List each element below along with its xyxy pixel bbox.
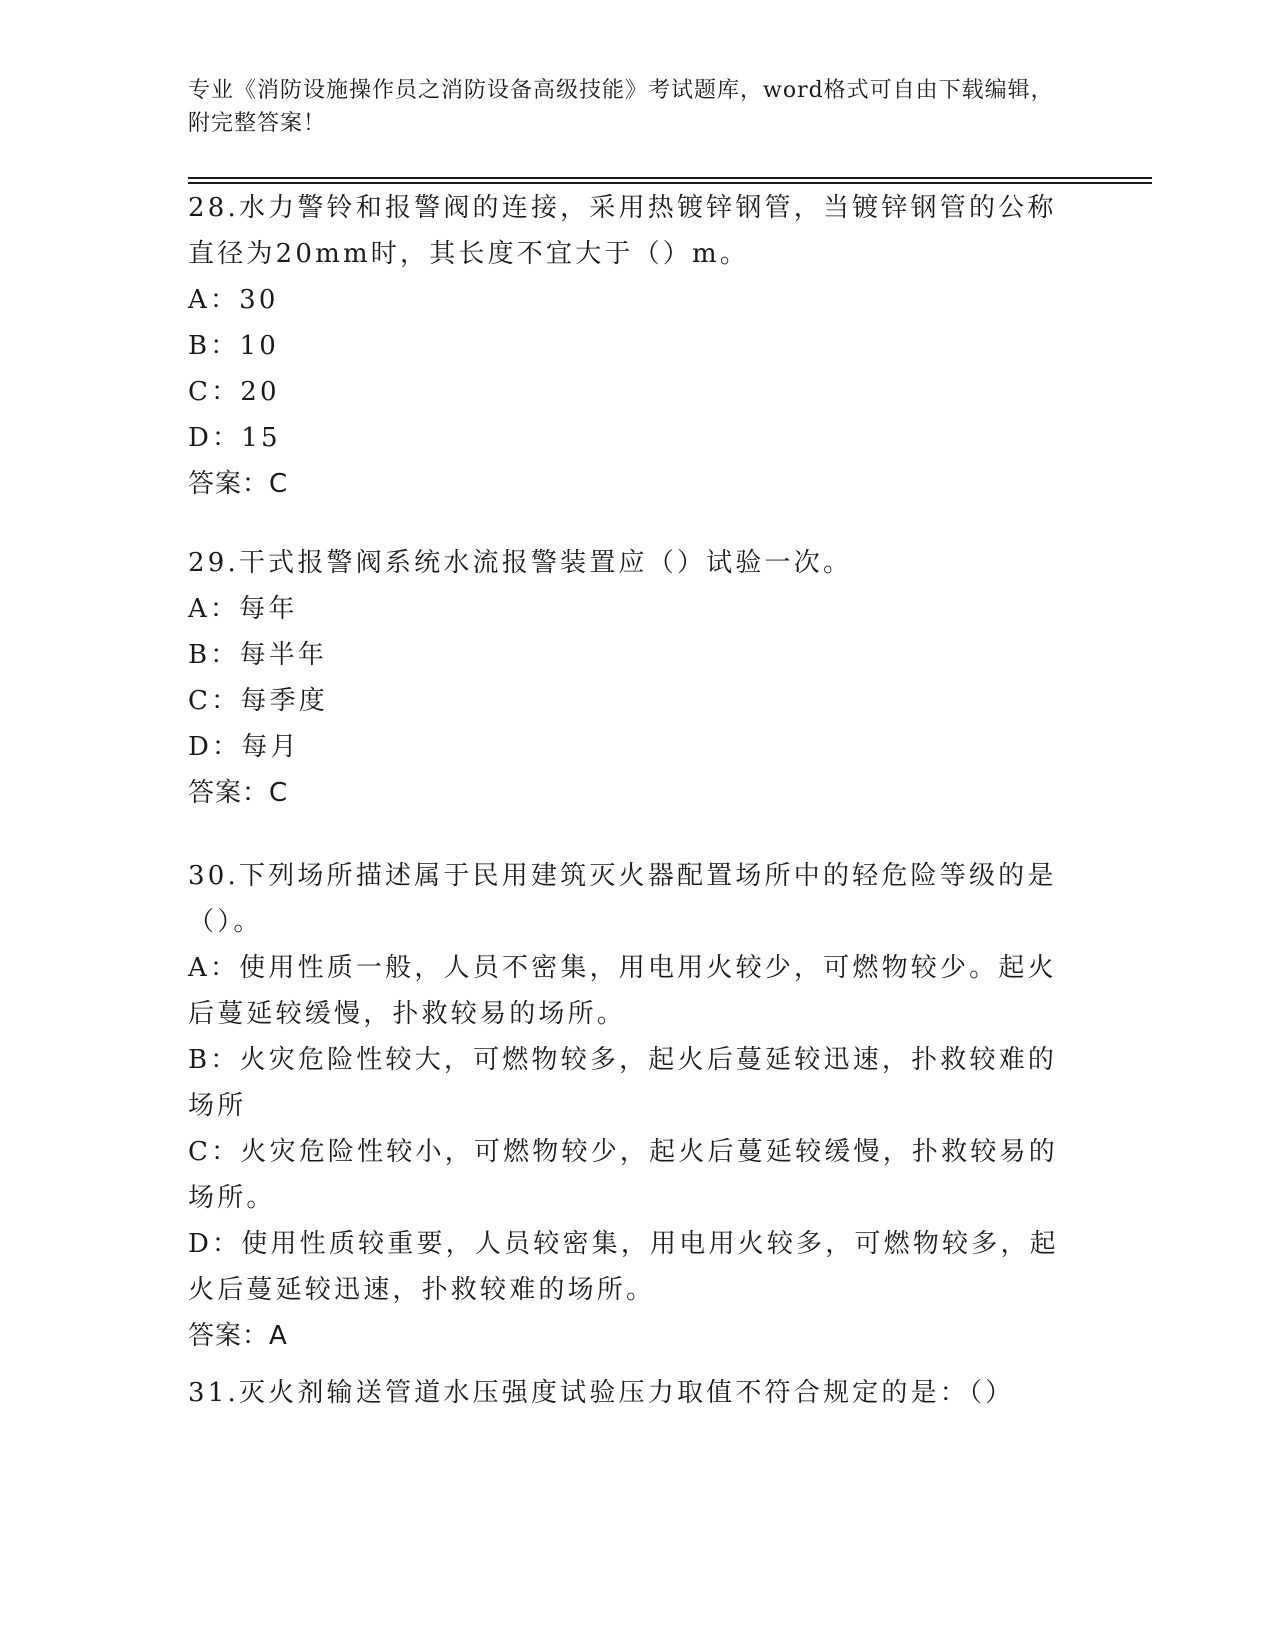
question-text: 30.下列场所描述属于民用建筑灭火器配置场所中的轻危险等级的是（）。 — [188, 861, 1057, 937]
option-d: D：使用性质较重要，人员较密集，用电用火较多，可燃物较多，起火后蔓延较迅速，扑救较难的场所。 — [188, 1229, 1059, 1305]
option-b: B：每半年 — [188, 640, 328, 670]
option-a: A：每年 — [188, 594, 298, 624]
option-c: C：火灾危险性较小，可燃物较少，起火后蔓延较缓慢，扑救较易的场所。 — [188, 1137, 1058, 1213]
question-29 — [188, 540, 1078, 816]
option-a: A：30 — [188, 285, 279, 315]
option-d: D：15 — [188, 423, 281, 453]
option-d: D：每月 — [188, 732, 300, 762]
answer-label: 答案：C — [188, 469, 289, 499]
option-b: B：火灾危险性较大，可燃物较多，起火后蔓延较迅速，扑救较难的场所 — [188, 1045, 1058, 1121]
document-header: 专业《消防设施操作员之消防设备高级技能》考试题库，word格式可自由下载编辑，附完整答案！ — [188, 78, 1054, 136]
option-c: C：20 — [188, 377, 280, 407]
option-b: B：10 — [188, 331, 279, 361]
question-text: 31.灭火剂输送管道水压强度试验压力取值不符合规定的是：（） — [188, 1378, 1015, 1408]
question-30 — [188, 853, 1078, 1359]
question-text: 28.水力警铃和报警阀的连接，采用热镀锌钢管，当镀锌钢管的公称直径为20mm时，其长度不宜大于（）m。 — [188, 193, 1057, 269]
option-c: C：每季度 — [188, 686, 328, 716]
answer-label: 答案：C — [188, 778, 289, 808]
header-divider-top — [188, 177, 1152, 179]
answer-label: 答案：A — [188, 1321, 288, 1351]
question-28 — [188, 185, 1078, 507]
question-31 — [188, 1370, 1078, 1416]
header-divider-bottom — [188, 182, 1152, 184]
option-a: A：使用性质一般，人员不密集，用电用火较少，可燃物较少。起火后蔓延较缓慢，扑救较易的场所。 — [188, 953, 1057, 1029]
question-text: 29.干式报警阀系统水流报警装置应（）试验一次。 — [188, 548, 853, 578]
